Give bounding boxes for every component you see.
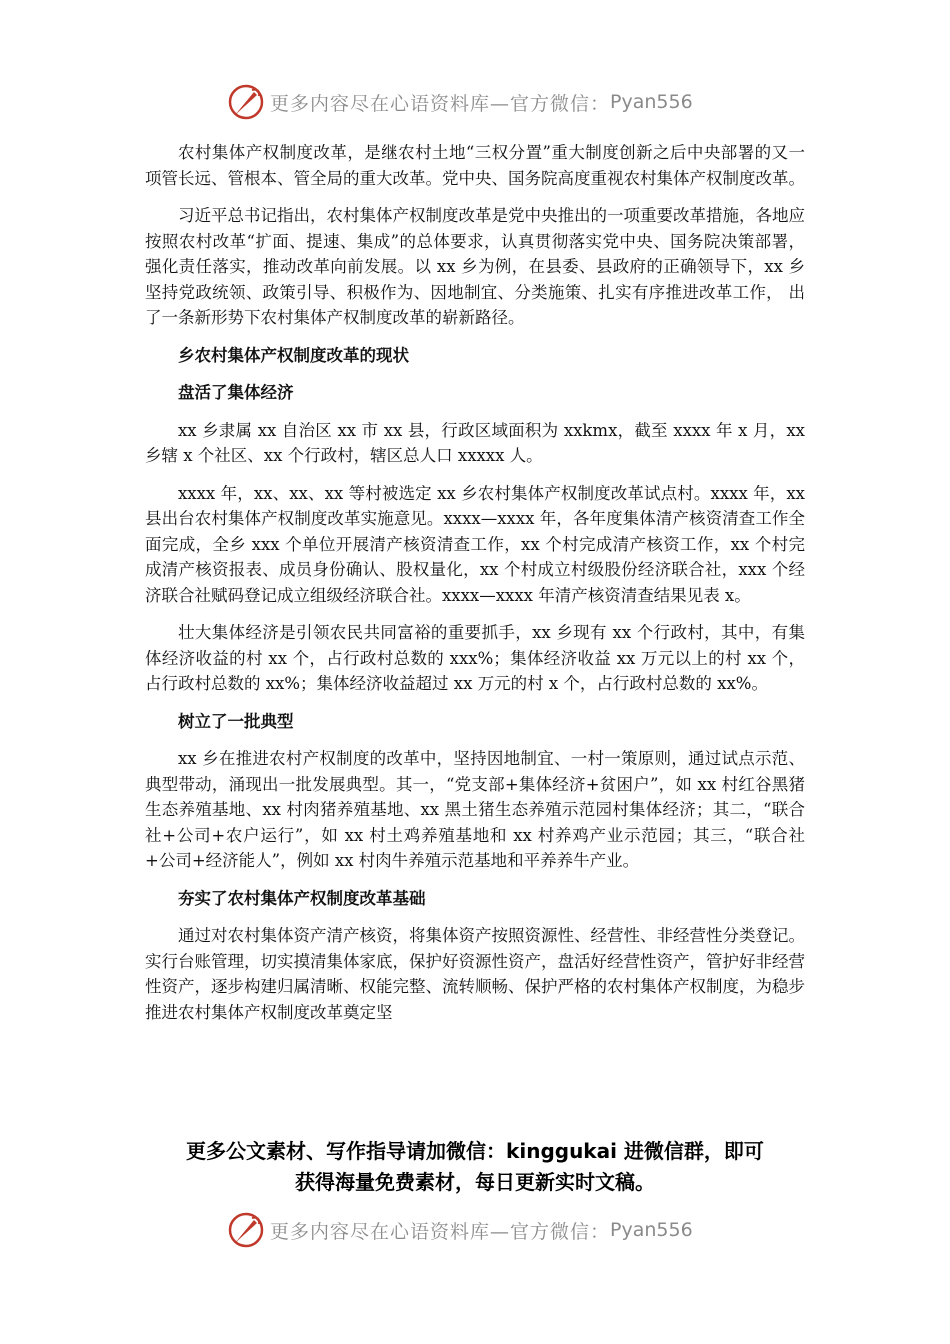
article-body [145,140,805,1025]
promo-line-2: 获得海量免费素材，每日更新实时文稿。 [295,1170,655,1194]
footer-watermark-banner [226,1210,746,1250]
quill-logo-icon [226,1210,266,1250]
banner-text: 更多内容尽在心语资料库—官方微信： [270,1220,611,1243]
paragraph-reform-foundation: 通过对农村集体资产清产核资，将集体资产按照资源性、经营性、非经营性分类登记。实行台账管理，切实摸清集体家底，保护好资源性资产，盘活好经营性资产，管护好非经营性资产，逐步构建归属清晰、权能完整、流转顺畅、保护严格的农村集体产权制度，为稳步推进农村集体产权制度改革奠定坚 [145,926,805,1022]
quill-logo-icon [226,82,266,122]
paragraph-intro: 农村集体产权制度改革，是继农村土地“三权分置”重大制度创新之后中央部署的又一项管长远、管根本、管全局的重大改革。党中央、国务院高度重视农村集体产权制度改革。 [145,143,805,188]
promo-line-1: 更多公文素材、写作指导请加微信：kinggukai 进微信群，即可 [186,1139,764,1163]
paragraph-xi-quote: 习近平总书记指出，农村集体产权制度改革是党中央推出的一项重要改革措施，各地应按照农村改革“扩面、提速、集成”的总体要求，认真贯彻落实党中央、国务院决策部署，强化责任落实，推动改革向前发展。以 xx 乡为例，在县委、县政府的正确领导下，xx 乡坚持党政统领、政策引导、积极作为、因地制宜、分类施策、扎实有序推进改革工作， 出了一条新形势下农村集体产权制度改革的崭新路径。 [145,206,805,327]
paragraph-pilot-villages: xxxx 年，xx、xx、xx 等村被选定 xx 乡农村集体产权制度改革试点村。xxxx 年，xx 县出台农村集体产权制度改革实施意见。xxxx—xxxx 年，各年度集体清产核资清查工作全面完成，全乡 xxx 个单位开展清产核资清查工作，xx 个村完成清产核资工作，xx 个村完成清产核资报表、成员身份确认、股权量化，xx 个村成立村级股份经济联合社，xxx 个经济联合社赋码登记成立组级经济联合社。xxxx—xxxx 年清产核资清查结果见表 x。 [145,483,805,605]
banner-wechat-id: Pyan556 [610,91,693,113]
subheading-collective-economy: 盘活了集体经济 [178,383,294,402]
subheading-reform-foundation: 夯实了农村集体产权制度改革基础 [178,888,426,908]
paragraph-township-overview: xx 乡隶属 xx 自治区 xx 市 xx 县，行政区域面积为 xxkmx，截至 xxxx 年 x 月，xx 乡辖 x 个社区、xx 个行政村，辖区总人口 xxxxx 人。 [145,420,805,465]
promo-notice [130,1136,820,1198]
banner-wechat-id: Pyan556 [610,1219,693,1241]
paragraph-collective-income: 壮大集体经济是引领农民共同富裕的重要抓手，xx 乡现有 xx 个行政村，其中，有集体经济收益的村 xx 个，占行政村总数的 xxx%；集体经济收益 xx 万元以上的村 xx 个，占行政村总数的 xx%；集体经济收益超过 xx 万元的村 x 个，占行政村总数的 xx%。 [145,623,805,693]
section-heading-status: 乡农村集体产权制度改革的现状 [178,345,409,365]
banner-text: 更多内容尽在心语资料库—官方微信： [270,92,611,115]
header-watermark-banner [226,82,746,122]
subheading-typical-examples: 树立了一批典型 [178,711,294,731]
paragraph-typical-examples: xx 乡在推进农村产权制度的改革中，坚持因地制宜、一村一策原则，通过试点示范、典型带动，涌现出一批发展典型。其一，“党支部+集体经济+贫困户”，如 xx 村红谷黑猪生态养殖基地、xx 村肉猪养殖基地、xx 黑土猪生态养殖示范园村集体经济；其二，“联合社+公司+农户运行”，如 xx 村土鸡养殖基地和 xx 村养鸡产业示范园；其三，“联合社+公司+经济能人”，例如 xx 村肉牛养殖示范基地和平养养牛产业。 [145,749,805,870]
